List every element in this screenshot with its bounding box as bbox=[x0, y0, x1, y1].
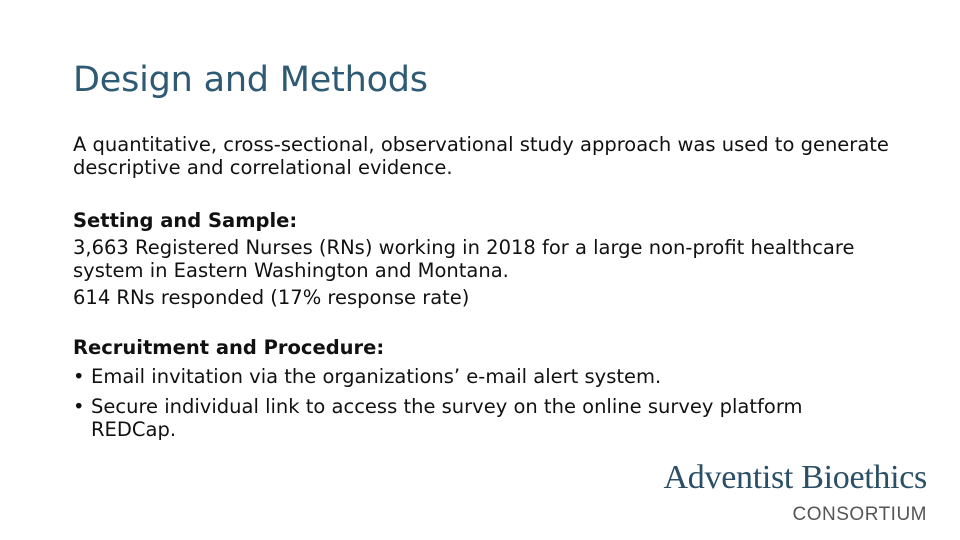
bullet-item-email bbox=[73, 365, 893, 388]
bullet-item-survey-link bbox=[73, 395, 893, 441]
setting-and-sample-section bbox=[73, 209, 893, 309]
setting-line-population: 3,663 Registered Nurses (RNs) working in 2018 for a large non-profit healthcare system in Eastern Washington and Montana. bbox=[73, 236, 855, 282]
setting-line-response: 614 RNs responded (17% response rate) bbox=[73, 286, 470, 309]
intro-paragraph: A quantitative, cross-sectional, observational study approach was used to generate descriptive and correlational evidence. bbox=[73, 133, 889, 179]
logo-subtitle: CONSORTIUM bbox=[792, 504, 927, 525]
bullet-dot-icon: • bbox=[73, 365, 85, 388]
bullet-text-survey-link: Secure individual link to access the survey on the online survey platform REDCap. bbox=[91, 395, 803, 441]
setting-heading: Setting and Sample: bbox=[73, 209, 298, 232]
recruitment-bullet-list bbox=[73, 365, 893, 441]
recruitment-heading: Recruitment and Procedure: bbox=[73, 336, 385, 359]
adventist-bioethics-logo bbox=[650, 458, 945, 530]
bullet-dot-icon: • bbox=[73, 395, 85, 418]
slide-title: Design and Methods bbox=[73, 60, 428, 100]
slide-body bbox=[73, 133, 893, 448]
recruitment-section bbox=[73, 336, 893, 441]
bullet-text-email: Email invitation via the organizations’ e-mail alert system. bbox=[91, 365, 662, 388]
logo-wordmark: Adventist Bioethics bbox=[663, 459, 927, 496]
